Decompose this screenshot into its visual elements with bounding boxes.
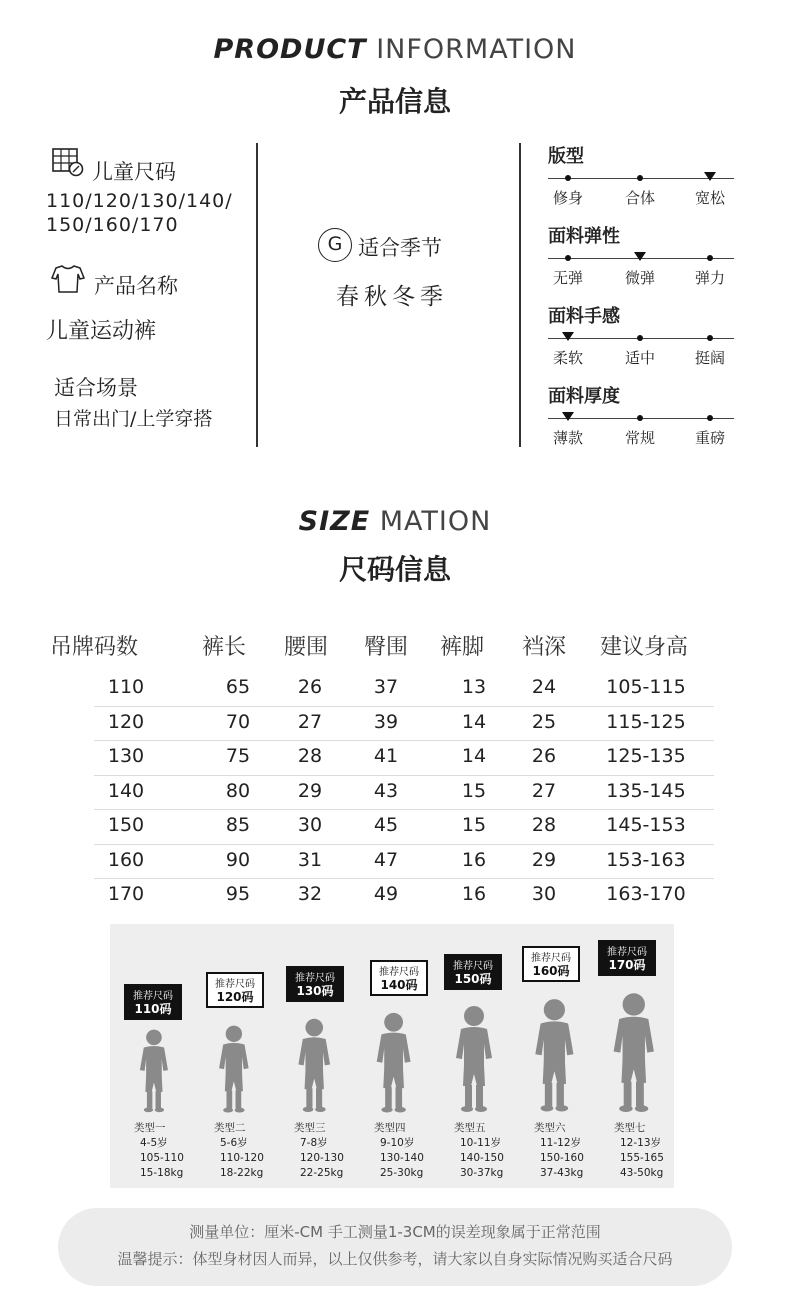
caption-height: 110-120 (220, 1152, 264, 1164)
table-cell: 150 (107, 814, 145, 836)
table-row (14, 810, 776, 845)
table-cell: 41 (373, 745, 399, 767)
scale-dot (707, 335, 713, 341)
table-row (14, 741, 776, 776)
caption-height: 105-110 (140, 1152, 184, 1164)
caption-type: 类型六 (534, 1122, 566, 1134)
table-cell: 115-125 (606, 710, 686, 733)
table-cell: 37 (373, 676, 399, 698)
caption-age: 4-5岁 (140, 1137, 168, 1149)
table-cell: 29 (297, 779, 323, 802)
recommended-size-tag (206, 972, 264, 1008)
caption-type: 类型五 (454, 1122, 486, 1134)
product-info-title-cn: 产品信息 (338, 85, 451, 118)
table-cell: 110 (107, 676, 145, 698)
table-cell: 135-145 (606, 779, 686, 802)
scale-selected-marker (704, 172, 716, 181)
scale-option-label: 常规 (624, 429, 655, 447)
table-cell: 125-135 (606, 745, 686, 767)
child-type-caption (454, 1121, 526, 1181)
shirt-icon (50, 264, 86, 294)
child-silhouette (372, 1011, 415, 1114)
scale-option-label: 重磅 (694, 429, 725, 447)
caption-height: 140-150 (460, 1152, 504, 1164)
scale-dot (565, 255, 571, 261)
recommended-size-tag (598, 940, 656, 976)
table-cell: 28 (531, 814, 557, 836)
table-cell: 25 (531, 710, 557, 733)
table-cell: 47 (373, 848, 399, 871)
table-cell: 130 (107, 745, 145, 767)
recommended-size-tag (444, 954, 502, 990)
recommended-size-tag (370, 960, 428, 996)
child-silhouette (294, 1017, 334, 1114)
recommended-size-tag (522, 946, 580, 982)
table-cell: 29 (531, 848, 557, 871)
size-table (14, 628, 776, 910)
child-silhouette (451, 1004, 497, 1114)
table-header-cell: 裤脚 (439, 635, 484, 660)
scale-option-label: 适中 (624, 349, 655, 367)
caption-height: 150-160 (540, 1152, 584, 1164)
child-type-caption (374, 1121, 446, 1181)
child-type-caption (214, 1121, 286, 1181)
tag-caption: 推荐尺码 (379, 967, 419, 978)
tag-size: 120码 (216, 990, 254, 1004)
table-cell: 24 (531, 676, 557, 698)
caption-weight: 30-37kg (460, 1167, 504, 1179)
table-cell: 80 (225, 779, 251, 802)
scale-dot (637, 335, 643, 341)
tag-size: 170码 (608, 958, 646, 972)
scale-dot (707, 255, 713, 261)
table-cell: 32 (297, 883, 323, 905)
scale-title: 版型 (548, 146, 584, 167)
scale-option-label: 合体 (624, 189, 655, 207)
table-cell: 85 (225, 814, 251, 836)
season-value: 春秋冬季 (336, 284, 448, 310)
tag-size: 140码 (380, 978, 418, 992)
caption-type: 类型三 (294, 1122, 326, 1134)
table-header-cell: 吊牌码数 (49, 635, 138, 660)
child-type-caption (294, 1121, 366, 1181)
caption-age: 12-13岁 (620, 1137, 662, 1149)
size-title-en-light: MATION (379, 506, 492, 537)
caption-weight: 43-50kg (620, 1167, 664, 1179)
table-cell: 13 (461, 676, 487, 698)
table-cell: 45 (373, 814, 399, 836)
table-cell: 16 (461, 883, 487, 905)
table-cell: 70 (225, 710, 251, 733)
scale-option-label: 薄款 (552, 429, 583, 447)
table-cell: 15 (461, 779, 487, 802)
note-line1: 测量单位：厘米-CM 手工测量1-3CM的误差现象属于正常范围 (189, 1223, 601, 1241)
child-type-caption (614, 1121, 686, 1181)
table-cell: 26 (531, 745, 557, 767)
caption-weight: 37-43kg (540, 1167, 584, 1179)
child-silhouette (136, 1028, 172, 1114)
height-reference-panel (110, 924, 674, 1188)
table-cell: 27 (297, 710, 323, 733)
table-cell: 75 (225, 745, 251, 767)
scale-option-label: 无弹 (552, 269, 583, 287)
table-cell: 163-170 (606, 883, 686, 905)
table-header-cell: 裆深 (521, 635, 566, 660)
size-info-title-cn: 尺码信息 (338, 553, 451, 586)
size-label: 儿童尺码 (92, 160, 176, 184)
product-name-value: 儿童运动裤 (46, 319, 157, 344)
table-cell: 65 (225, 676, 251, 698)
caption-age: 5-6岁 (220, 1137, 248, 1149)
tag-caption: 推荐尺码 (295, 973, 335, 984)
table-row (14, 672, 776, 707)
title-en-light: INFORMATION (376, 34, 577, 65)
scale-dot (637, 175, 643, 181)
caption-type: 类型二 (214, 1122, 246, 1134)
caption-weight: 22-25kg (300, 1167, 344, 1179)
caption-type: 类型七 (614, 1122, 646, 1134)
caption-weight: 15-18kg (140, 1167, 184, 1179)
scale-dot (565, 175, 571, 181)
table-cell: 30 (531, 883, 557, 905)
scene-label: 适合场景 (54, 376, 138, 400)
scene-value: 日常出门/上学穿搭 (54, 408, 213, 430)
child-silhouette (608, 991, 660, 1114)
child-silhouette (215, 1024, 253, 1114)
table-cell: 14 (461, 745, 487, 767)
scale-option-label: 微弹 (624, 269, 655, 287)
scale-selected-marker (634, 252, 646, 261)
size-title-en-bold: SIZE (298, 506, 371, 537)
caption-height: 130-140 (380, 1152, 424, 1164)
table-cell: 26 (297, 676, 323, 698)
tag-caption: 推荐尺码 (453, 961, 493, 972)
season-label: 适合季节 (358, 236, 442, 260)
scale-title: 面料弹性 (548, 226, 620, 247)
table-row (14, 776, 776, 811)
tag-size: 110码 (134, 1002, 172, 1016)
scale-option-label: 修身 (552, 189, 583, 207)
table-header-cell: 臀围 (363, 635, 408, 660)
table-cell: 43 (373, 779, 399, 802)
table-cell: 140 (107, 779, 145, 802)
scale-dot (637, 415, 643, 421)
table-row (14, 879, 776, 914)
tag-size: 160码 (532, 964, 570, 978)
table-cell: 14 (461, 710, 487, 733)
measurement-note (58, 1208, 732, 1286)
caption-weight: 18-22kg (220, 1167, 264, 1179)
table-cell: 95 (225, 883, 251, 905)
table-cell: 120 (107, 710, 145, 733)
caption-type: 类型四 (374, 1122, 406, 1134)
caption-weight: 25-30kg (380, 1167, 424, 1179)
table-header-cell: 裤长 (201, 635, 246, 660)
caption-height: 155-165 (620, 1152, 664, 1164)
table-cell: 160 (107, 848, 145, 871)
table-cell: 30 (297, 814, 323, 836)
caption-age: 7-8岁 (300, 1137, 328, 1149)
table-header-cell: 腰围 (283, 635, 328, 660)
table-cell: 153-163 (606, 848, 686, 871)
table-cell: 16 (461, 848, 487, 871)
recommended-size-tag (286, 966, 344, 1002)
table-cell: 28 (297, 745, 323, 767)
table-cell: 49 (373, 883, 399, 905)
child-type-caption (134, 1121, 206, 1181)
product-info-title-en (0, 34, 790, 65)
table-cell: 27 (531, 779, 557, 802)
tag-caption: 推荐尺码 (607, 947, 647, 958)
table-cell: 90 (225, 848, 251, 871)
recommended-size-tag (124, 984, 182, 1020)
fabric-scales (548, 142, 738, 452)
tag-caption: 推荐尺码 (215, 979, 255, 990)
scale-option-label: 弹力 (694, 269, 725, 287)
size-info-title-en (0, 506, 790, 537)
caption-age: 10-11岁 (460, 1137, 502, 1149)
scale-option-label: 宽松 (694, 189, 725, 207)
size-values-line2: 150/160/170 (46, 214, 179, 236)
tag-caption: 推荐尺码 (133, 991, 173, 1002)
size-chart-icon (52, 148, 84, 178)
title-en-bold: PRODUCT (213, 34, 367, 65)
scale-selected-marker (562, 412, 574, 421)
table-header-cell: 建议身高 (599, 635, 688, 660)
caption-height: 120-130 (300, 1152, 344, 1164)
table-row (14, 845, 776, 880)
size-values-line1: 110/120/130/140/ (46, 190, 233, 212)
table-row (14, 707, 776, 742)
scale-dot (707, 415, 713, 421)
tag-caption: 推荐尺码 (531, 953, 571, 964)
divider-left (256, 143, 258, 447)
product-name-label: 产品名称 (94, 274, 178, 298)
table-cell: 105-115 (606, 676, 686, 698)
season-g-icon: G (318, 228, 352, 262)
scale-title: 面料手感 (548, 306, 620, 327)
child-type-caption (534, 1121, 606, 1181)
scale-selected-marker (562, 332, 574, 341)
scale-title: 面料厚度 (548, 386, 620, 407)
table-cell: 39 (373, 710, 399, 733)
tag-size: 150码 (454, 972, 492, 986)
tag-size: 130码 (296, 984, 334, 998)
note-line2: 温馨提示：体型身材因人而异，以上仅供参考，请大家以自身实际情况购买适合尺码 (117, 1250, 673, 1268)
caption-type: 类型一 (134, 1122, 166, 1134)
caption-age: 9-10岁 (380, 1137, 415, 1149)
caption-age: 11-12岁 (540, 1137, 582, 1149)
child-silhouette (530, 997, 579, 1114)
table-cell: 145-153 (606, 814, 686, 836)
divider-right (519, 143, 521, 447)
table-cell: 15 (461, 814, 487, 836)
scale-option-label: 柔软 (552, 349, 583, 367)
table-cell: 31 (297, 848, 323, 871)
scale-option-label: 挺阔 (694, 349, 725, 367)
table-cell: 170 (107, 883, 145, 905)
